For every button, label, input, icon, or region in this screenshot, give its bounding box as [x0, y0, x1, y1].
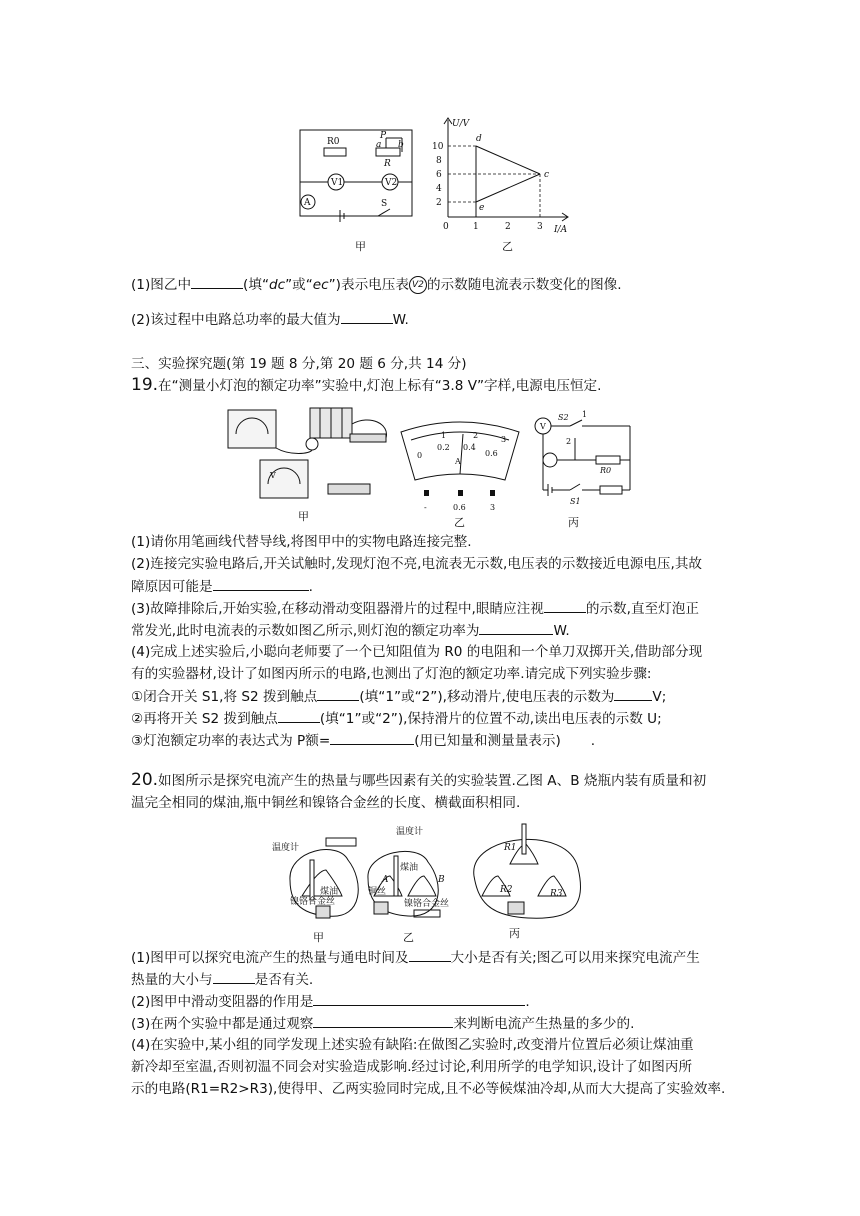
- answer-blank[interactable]: [313, 1013, 453, 1028]
- section-heading: 三、实验探究题(第 19 题 8 分,第 20 题 6 分,共 14 分): [131, 356, 467, 372]
- meter-terminal: 0.6: [453, 503, 466, 512]
- graph-y-tick: 10: [432, 142, 444, 152]
- q19-step3: ③灯泡额定功率的表达式为 P额= (用已知量和测量量表示) .: [131, 730, 595, 751]
- caption-q20-jia: 甲: [313, 931, 324, 944]
- circuit-c-label: R0: [600, 466, 612, 475]
- q20-part1b: 热量的大小与 是否有关.: [131, 969, 313, 990]
- graph-x-tick: 3: [537, 222, 543, 232]
- circuit-c-label: 1: [582, 410, 588, 419]
- q20-label: 镍铬合金丝: [404, 899, 450, 909]
- q20-label: R2: [500, 885, 513, 895]
- q20-label: B: [438, 875, 445, 885]
- q19-part4a: (4)完成上述实验后,小聪向老师要了一个已知阻值为 R0 的电阻和一个单刀双掷开关,借助部分现: [131, 644, 703, 660]
- caption-q19-bing: 丙: [568, 516, 579, 529]
- graph-y-tick: 8: [436, 156, 442, 166]
- figure-q19-meter: [395, 418, 525, 513]
- graph-x-tick: 2: [505, 222, 511, 232]
- q19-step2: ②再将开关 S2 拨到触点 (填“1”或“2”),保持滑片的位置不动,读出电压表的示数 U;: [131, 708, 662, 729]
- graph-y-tick: 6: [436, 170, 442, 180]
- answer-blank[interactable]: [544, 598, 586, 613]
- q19-part2a: (2)连接完实验电路后,开关试触时,发现灯泡不亮,电流表无示数,电压表的示数接近电源电压,其故: [131, 556, 703, 572]
- q20-stem: 20.如图所示是探究电流产生的热量与哪些因素有关的实验装置.乙图 A、B 烧瓶内装有质量和初: [131, 770, 707, 790]
- graph-x-tick: 0: [443, 222, 449, 232]
- label-switch-s: S: [381, 199, 388, 209]
- caption-q19-yi: 乙: [454, 516, 465, 529]
- svg-text:V: V: [270, 471, 276, 480]
- meter-tick: 0: [417, 451, 423, 460]
- q20-label: 温度计: [396, 827, 424, 837]
- label-v2: V2: [385, 178, 398, 188]
- meter-terminal: -: [424, 503, 427, 512]
- q20-part4a: (4)在实验中,某小组的同学发现上述实验有缺陷:在做图乙实验时,改变滑片位置后必须让煤油重: [131, 1037, 694, 1053]
- q20-part4c: 示的电路(R1=R2>R3),使得甲、乙两实验同时完成,且不必等候煤油冷却,从而大大提高了实验效率.: [131, 1081, 726, 1097]
- graph-x-tick: 1: [473, 222, 479, 232]
- answer-blank[interactable]: [317, 686, 359, 701]
- circuit-c-label: 2: [566, 437, 572, 446]
- graph-point-e: e: [479, 203, 485, 213]
- q20-label: 煤油: [320, 887, 339, 897]
- q20-label: 温度计: [272, 843, 300, 853]
- svg-text:A: A: [455, 457, 461, 466]
- label-v1: V1: [331, 178, 344, 188]
- q20-label: 煤油: [400, 863, 419, 873]
- answer-blank[interactable]: [330, 730, 414, 745]
- caption-q20-yi: 乙: [403, 931, 414, 944]
- caption-q20-bing: 丙: [509, 927, 520, 940]
- answer-blank[interactable]: [213, 576, 309, 591]
- figure-q19-apparatus: [220, 404, 395, 504]
- q19-part3a: (3)故障排除后,开始实验,在移动滑动变阻器滑片的过程中,眼睛应注视 的示数,直至灯泡正: [131, 598, 699, 619]
- q18-part1: (1)图乙中 (填“dc”或“ec”)表示电压表 V2 的示数随电流表示数变化的图像.: [131, 274, 622, 295]
- meter-tick: 0.4: [463, 443, 476, 452]
- meter-tick: 2: [473, 431, 479, 440]
- answer-blank[interactable]: [614, 686, 652, 701]
- q20-part1a: (1)图甲可以探究电流产生的热量与通电时间及 大小是否有关;图乙可以用来探究电流产生: [131, 947, 700, 968]
- figure-top-graph: [430, 110, 575, 235]
- graph-y-tick: 4: [436, 184, 442, 194]
- meter-tick: 0.6: [485, 449, 498, 458]
- label-a: a: [376, 140, 382, 150]
- figure-q19-circuit-c: [530, 408, 640, 508]
- meter-terminal: 3: [490, 503, 496, 512]
- q19-part4b: 有的实验器材,设计了如图丙所示的电路,也测出了灯泡的额定功率.请完成下列实验步骤:: [131, 666, 652, 682]
- answer-blank[interactable]: [409, 947, 451, 962]
- figure-top-circuit: [290, 120, 430, 230]
- q20-label: 铜丝: [368, 887, 387, 897]
- graph-point-d: d: [476, 134, 482, 144]
- q20-part4b: 新冷却至室温,否则初温不同会对实验造成影响.经过讨论,利用所学的电学知识,设计了如图丙所: [131, 1059, 693, 1075]
- q20-label: A: [382, 875, 389, 885]
- caption-yi-top: 乙: [502, 240, 513, 253]
- q19-stem: 19.在“测量小灯泡的额定功率”实验中,灯泡上标有“3.8 V”字样,电源电压恒定.: [131, 375, 602, 395]
- answer-blank[interactable]: [213, 969, 255, 984]
- figure-q20-apparatus: [268, 820, 598, 945]
- answer-blank[interactable]: [191, 274, 243, 289]
- q19-part3b: 常发光,此时电流表的示数如图乙所示,则灯泡的额定功率为 W.: [131, 620, 570, 641]
- circuit-c-label: S2: [558, 413, 569, 422]
- label-b: b: [398, 140, 404, 150]
- meter-tick: 3: [501, 435, 507, 444]
- q19-part2b: 障原因可能是 .: [131, 576, 313, 597]
- q20-stem-cont: 温完全相同的煤油,瓶中铜丝和镍铬合金丝的长度、横截面积相同.: [131, 795, 521, 811]
- q20-part3: (3)在两个实验中都是通过观察 来判断电流产生热量的多少的.: [131, 1013, 634, 1034]
- label-ammeter: A: [304, 198, 311, 208]
- q18-part2: (2)该过程中电路总功率的最大值为 W.: [131, 309, 409, 330]
- circuit-c-label: V: [540, 422, 546, 431]
- q20-part2: (2)图甲中滑动变阻器的作用是 .: [131, 991, 530, 1012]
- q20-label: 镍铬合金丝: [290, 897, 336, 907]
- circuit-c-label: S1: [570, 497, 581, 506]
- meter-tick: 1: [441, 431, 447, 440]
- graph-y-label: U/V: [452, 119, 470, 129]
- graph-y-tick: 2: [436, 198, 442, 208]
- graph-point-c: c: [544, 170, 550, 180]
- caption-q19-jia: 甲: [298, 510, 309, 523]
- q19-part1: (1)请你用笔画线代替导线,将图甲中的实物电路连接完整.: [131, 534, 472, 550]
- meter-tick: 0.2: [437, 443, 450, 452]
- answer-blank[interactable]: [278, 708, 320, 723]
- q20-label: R3: [550, 889, 563, 899]
- label-r0: R0: [327, 137, 340, 147]
- label-r: R: [384, 159, 391, 169]
- voltmeter-v2-icon: V2: [409, 276, 427, 294]
- caption-jia-top: 甲: [355, 240, 366, 253]
- q19-step1: ①闭合开关 S1,将 S2 拨到触点 (填“1”或“2”),移动滑片,使电压表的示数为 V;: [131, 686, 666, 707]
- graph-x-label: I/A: [554, 225, 568, 235]
- answer-blank[interactable]: [479, 620, 553, 635]
- answer-blank[interactable]: [341, 309, 393, 324]
- answer-blank[interactable]: [313, 991, 525, 1006]
- label-p: P: [380, 131, 387, 141]
- q20-label: R1: [504, 843, 517, 853]
